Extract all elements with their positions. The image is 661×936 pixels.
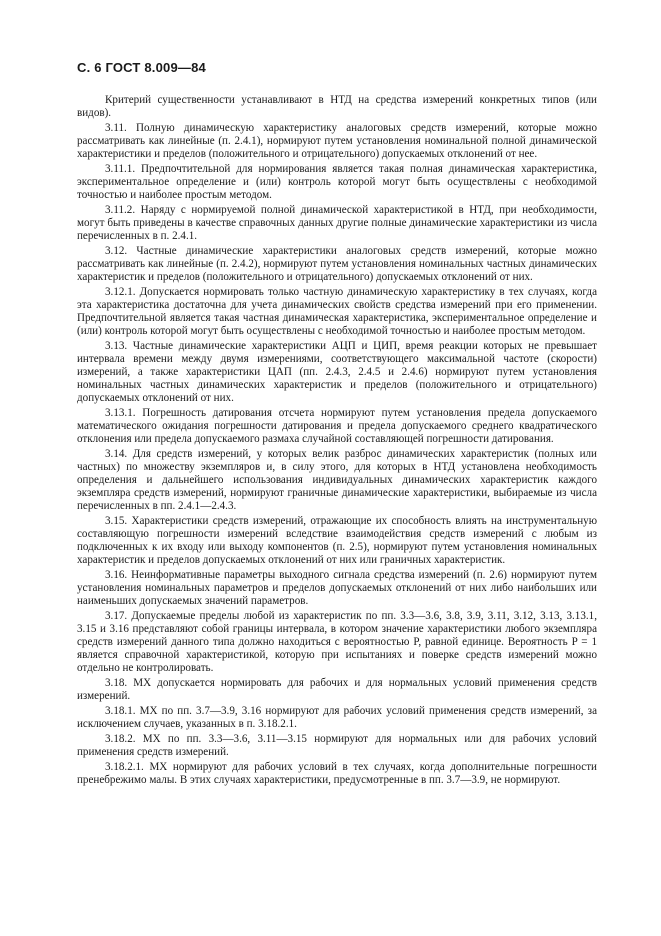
page-header: С. 6 ГОСТ 8.009—84 [77,60,206,75]
paragraph: 3.13. Частные динамические характеристики АЦП и ЦИП, время реакции которых не превышает интервала времени между двумя измерениями, соответствующего максимальной частоте (скорости) измерений, а также характеристики ЦАП (пп. 2.4.3, 2.4.5 и 2.4.6) нормируют путем установления номинальных частных динамических характеристик и пределов (положительного и отрицательного) допускаемых отклонений от них. [77,340,597,404]
paragraph: 3.16. Неинформативные параметры выходного сигнала средства измерений (п. 2.6) нормируют путем установления номинальных параметров и пределов допускаемых отклонений от них либо наибольших или наименьших допускаемых значений параметров. [77,569,597,607]
paragraph: 3.12.1. Допускается нормировать только частную динамическую характеристику в тех случаях, когда эта характеристика достаточна для учета динамических свойств средства измерений при его применении. Предпочтительной является такая частная динамическая характеристика, экспериментальное определение и (или) контроль которой могут быть осуществлены с необходимой точностью и наиболее простым методом. [77,286,597,337]
paragraph: 3.18.1. МХ по пп. 3.7—3.9, 3.16 нормируют для рабочих условий применения средств измерений, за исключением случаев, указанных в п. 3.18.2.1. [77,705,597,730]
paragraph: 3.18.2. МХ по пп. 3.3—3.6, 3.11—3.15 нормируют для нормальных или для рабочих условий применения средств измерений. [77,733,597,758]
paragraph: Критерий существенности устанавливают в НТД на средства измерений конкретных типов (или видов). [77,94,597,119]
paragraph: 3.13.1. Погрешность датирования отсчета нормируют путем установления предела допускаемого математического ожидания погрешности датирования и предела допускаемого среднего квадратического отклонения или предела допускаемого размаха случайной составляющей погрешности датирования. [77,407,597,445]
paragraph: 3.11. Полную динамическую характеристику аналоговых средств измерений, которые можно рассматривать как линейные (п. 2.4.1), нормируют путем установления номинальной полной динамической характеристики и пределов (положительного и отрицательного) допускаемых отклонений от нее. [77,122,597,160]
paragraph: 3.15. Характеристики средств измерений, отражающие их способность влиять на инструментальную составляющую погрешности измерений вследствие взаимодействия средств измерений с любым из подключенных к их входу или выходу компонентов (п. 2.5), нормируют путем установления номинальных характеристик и пределов допускаемых отклонений от них или граничных характеристик. [77,515,597,566]
paragraph: 3.12. Частные динамические характеристики аналоговых средств измерений, которые можно рассматривать как линейные (п. 2.4.2), нормируют путем установления номинальных частных динамических характеристик и пределов (положительного и отрицательного) допускаемых отклонений от них. [77,245,597,283]
paragraph: 3.11.2. Наряду с нормируемой полной динамической характеристикой в НТД, при необходимости, могут быть приведены в качестве справочных данных другие полные динамические характеристики из числа перечисленных в п. 2.4.1. [77,204,597,242]
paragraph: 3.18.2.1. МХ нормируют для рабочих условий в тех случаях, когда дополнительные погрешности пренебрежимо малы. В этих случаях характеристики, предусмотренные в пп. 3.7—3.9, не нормируют. [77,761,597,786]
paragraph: 3.18. МХ допускается нормировать для рабочих и для нормальных условий применения средств измерений. [77,677,597,702]
paragraph: 3.11.1. Предпочтительной для нормирования является такая полная динамическая характеристика, экспериментальное определение и (или) контроль которой могут быть осуществлены с необходимой точностью и наиболее простым методом. [77,163,597,201]
document-body [77,94,597,789]
paragraph: 3.17. Допускаемые пределы любой из характеристик по пп. 3.3—3.6, 3.8, 3.9, 3.11, 3.12, 3.13, 3.13.1, 3.15 и 3.16 представляют собой границы интервала, в котором значение характеристики любого экземпляра средств измерений данного типа должно находиться с вероятностью P, равной единице. Вероятность P = 1 является справочной характеристикой, которую при испытаниях и поверке средств измерений можно отдельно не контролировать. [77,610,597,674]
paragraph: 3.14. Для средств измерений, у которых велик разброс динамических характеристик (полных или частных) по множеству экземпляров и, в силу этого, для которых в НТД установлена необходимость определения и дальнейшего использования индивидуальных динамических характеристик каждого экземпляра средств измерений, нормируют граничные динамические характеристики, выбираемые из числа перечисленных в пп. 2.4.1—2.4.3. [77,448,597,512]
